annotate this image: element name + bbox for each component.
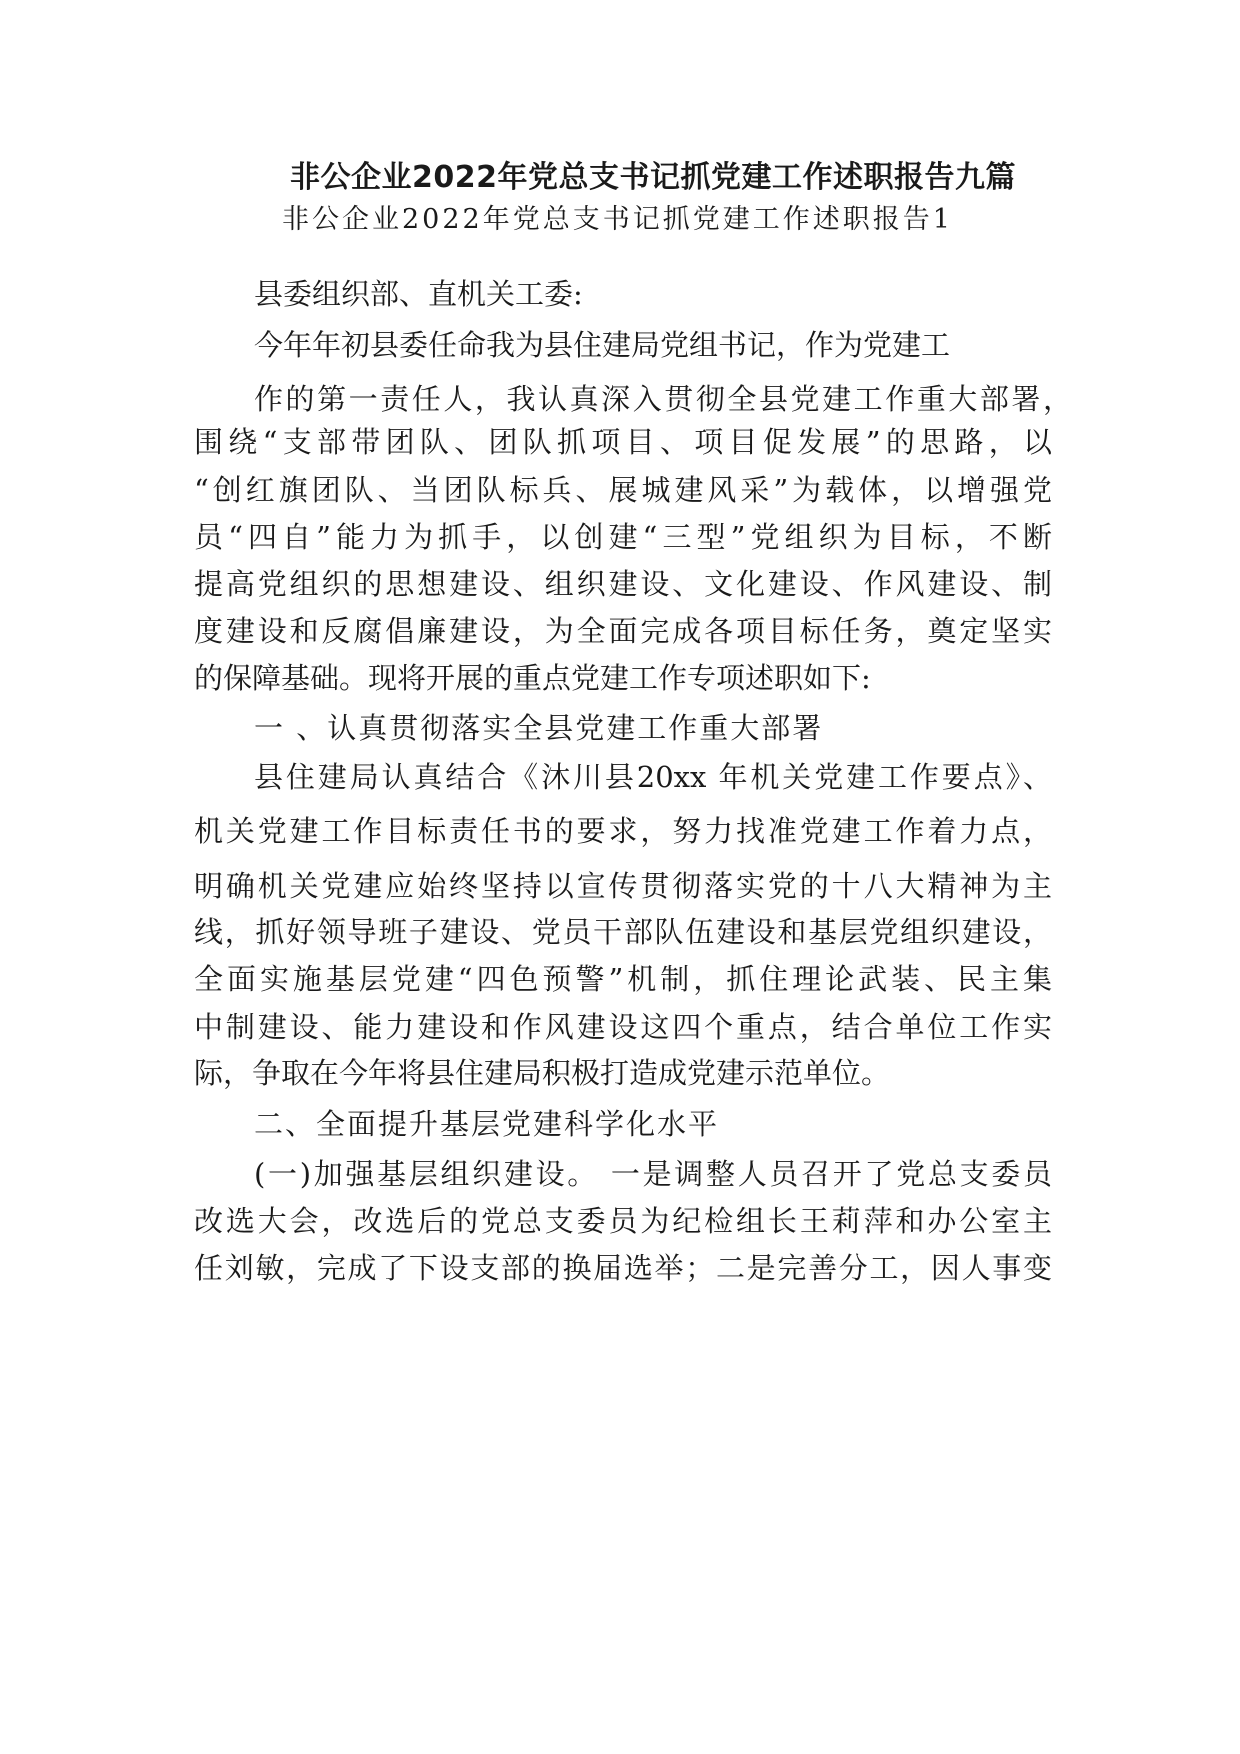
paragraph-line: 中制建设、能力建设和作风建设这四个重点，结合单位工作实	[194, 1010, 1052, 1044]
paragraph-line: 任刘敏，完成了下设支部的换届选举；二是完善分工，因人事变	[194, 1251, 1052, 1285]
paragraph-line: 员“四自”能力为抓手，以创建“三型”党组织为目标，不断	[194, 520, 1052, 554]
paragraph-line: 度建设和反腐倡廉建设，为全面完成各项目标任务，奠定坚实	[194, 614, 1052, 648]
paragraph-line: 作的第一责任人，我认真深入贯彻全县党建工作重大部署，	[254, 382, 1072, 416]
paragraph-line: 线，抓好领导班子建设、党员干部队伍建设和基层党组织建设，	[194, 915, 1052, 949]
paragraph-line: 今年年初县委任命我为县住建局党组书记，作为党建工	[254, 328, 951, 362]
paragraph-line: 提高党组织的思想建设、组织建设、文化建设、作风建设、制	[194, 567, 1052, 601]
document-subtitle: 非公企业2022年党总支书记抓党建工作述职报告1	[282, 204, 953, 235]
paragraph-line: “创红旗团队、当团队标兵、展城建风采”为载体，以增强党	[194, 473, 1052, 507]
paragraph-line: 围绕“支部带团队、团队抓项目、项目促发展”的思路，以	[194, 425, 1052, 459]
paragraph-line: 的保障基础。现将开展的重点党建工作专项述职如下:	[194, 661, 871, 695]
paragraph-line: 县住建局认真结合《沐川县20xx 年机关党建工作要点》、	[254, 760, 1052, 794]
paragraph-line: (一)加强基层组织建设。 一是调整人员召开了党总支委员	[254, 1157, 1052, 1191]
section-heading: 一 、认真贯彻落实全县党建工作重大部署	[254, 711, 824, 745]
section-heading: 二、全面提升基层党建科学化水平	[254, 1107, 720, 1141]
paragraph-line: 全面实施基层党建“四色预警”机制，抓住理论武装、民主集	[194, 962, 1052, 996]
paragraph-line: 际，争取在今年将县住建局积极打造成党建示范单位。	[194, 1056, 891, 1090]
paragraph-line: 明确机关党建应始终坚持以宣传贯彻落实党的十八大精神为主	[194, 869, 1052, 903]
paragraph-line: 改选大会，改选后的党总支委员为纪检组长王莉萍和办公室主	[194, 1204, 1052, 1238]
salutation: 县委组织部、直机关工委:	[254, 277, 583, 311]
document-title: 非公企业2022年党总支书记抓党建工作述职报告九篇	[290, 160, 1016, 195]
paragraph-line: 机关党建工作目标责任书的要求，努力找准党建工作着力点，	[194, 814, 1052, 848]
